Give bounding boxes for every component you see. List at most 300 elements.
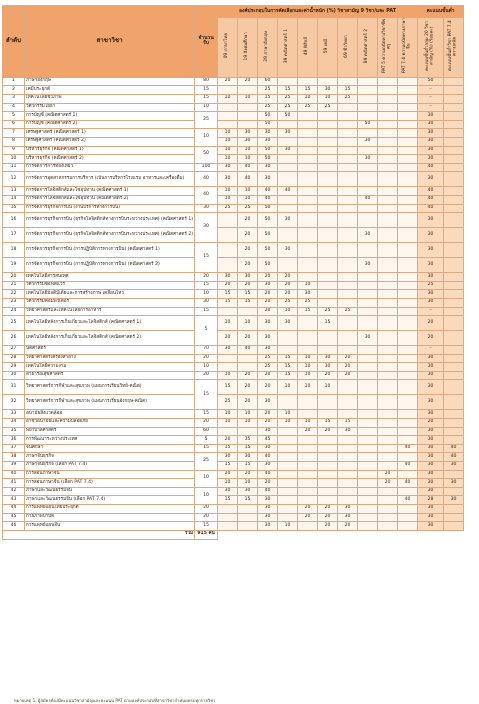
weight-cell: 10 xyxy=(218,146,238,155)
weight-cell xyxy=(398,155,418,164)
weight-cell: 30 xyxy=(258,137,278,146)
weight-cell xyxy=(318,228,338,243)
major-name: การบัญชี (คณิตศาสตร์ 2) xyxy=(25,120,195,129)
weight-cell: 30 xyxy=(258,496,278,505)
weight-cell: 30 xyxy=(338,505,358,514)
major-name: การจัดการโลจิสติกส์และโซ่อุปทาน (คณิตศาสตร์ 1) xyxy=(25,187,195,196)
minimum-cell: 30 xyxy=(418,172,444,187)
major-name: บริหารธุรกิจ (คณิตศาสตร์ 1) xyxy=(25,146,195,155)
weight-cell xyxy=(338,331,358,346)
weight-cell: 30 xyxy=(258,281,278,290)
minimum-cell: 20 xyxy=(418,419,444,428)
weight-cell: 30 xyxy=(258,427,278,436)
weight-cell: 10 xyxy=(298,281,318,290)
weight-cell xyxy=(318,163,338,172)
weight-cell xyxy=(278,163,298,172)
weight-cell xyxy=(358,86,378,95)
weight-cell: 15 xyxy=(238,290,258,299)
weight-cell xyxy=(338,496,358,505)
quota-cell: 40 xyxy=(195,172,218,187)
weight-cell: 25 xyxy=(258,354,278,363)
table-row xyxy=(3,103,464,112)
weight-cell xyxy=(318,298,338,307)
minimum-cell xyxy=(444,298,464,307)
row-number: 45 xyxy=(3,513,25,522)
weight-cell: 20 xyxy=(258,380,278,395)
weight-cell xyxy=(358,187,378,196)
table-row xyxy=(3,395,464,410)
weight-cell xyxy=(278,137,298,146)
table-row xyxy=(3,281,464,290)
minimum-cell xyxy=(444,228,464,243)
weight-cell: 25 xyxy=(318,307,338,316)
minimum-cell: 30 xyxy=(418,479,444,488)
quota-cell: 15 xyxy=(195,444,218,453)
minimum-cell xyxy=(444,86,464,95)
header-label: 09 ภาษาไทย xyxy=(224,33,230,59)
major-name: กายภาพบำบัด xyxy=(25,513,195,522)
weight-cell: 20 xyxy=(278,290,298,299)
weight-cell xyxy=(378,290,398,299)
weight-cell xyxy=(318,146,338,155)
minimum-cell xyxy=(444,187,464,196)
weight-cell xyxy=(298,436,318,445)
subject-header xyxy=(318,18,338,78)
weight-cell: 25 xyxy=(258,103,278,112)
weight-cell: 20 xyxy=(238,243,258,258)
weight-cell xyxy=(318,112,338,121)
weight-cell xyxy=(298,204,318,213)
weight-cell xyxy=(338,243,358,258)
subject-header xyxy=(378,18,398,78)
weight-cell xyxy=(338,103,358,112)
weight-cell xyxy=(398,436,418,445)
weight-cell xyxy=(318,470,338,479)
minimum-cell xyxy=(444,363,464,372)
subject-header xyxy=(398,18,418,78)
weight-cell xyxy=(378,213,398,228)
weight-cell: 30 xyxy=(258,513,278,522)
weight-cell: 30 xyxy=(218,453,238,462)
weight-cell xyxy=(358,380,378,395)
table-row xyxy=(3,462,464,471)
minimum-cell: 30 xyxy=(418,371,444,380)
minimum-cell: – xyxy=(418,95,444,104)
table-row xyxy=(3,298,464,307)
weight-cell: 10 xyxy=(238,187,258,196)
weight-cell: 30 xyxy=(278,316,298,331)
minimum-cell: 40 xyxy=(418,163,444,172)
column-header-no: ลำดับ xyxy=(3,6,25,78)
weight-cell: 30 xyxy=(338,427,358,436)
weight-cell: 30 xyxy=(278,243,298,258)
weight-cell: 15 xyxy=(238,462,258,471)
quota-cell: 25 xyxy=(195,453,218,470)
weight-cell xyxy=(358,371,378,380)
weight-cell: 20 xyxy=(238,281,258,290)
weight-cell xyxy=(398,77,418,86)
weight-cell xyxy=(358,505,378,514)
weight-cell xyxy=(398,129,418,138)
quota-cell: 5 xyxy=(195,436,218,445)
weight-cell: 30 xyxy=(358,155,378,164)
weight-cell xyxy=(378,453,398,462)
weight-cell: 30 xyxy=(218,163,238,172)
weight-cell xyxy=(358,419,378,428)
weight-cell xyxy=(398,228,418,243)
weight-cell xyxy=(278,427,298,436)
header-label: คะแนนขั้นต่ำกลุ่ม 20 วิชาสามัญ (%) (ร้อยละ) xyxy=(424,21,435,71)
minimum-cell: 30 xyxy=(418,427,444,436)
quota-cell: 15 xyxy=(195,380,218,410)
weight-cell xyxy=(318,410,338,419)
table-row xyxy=(3,427,464,436)
weight-cell: 30 xyxy=(258,163,278,172)
weight-cell xyxy=(218,522,238,531)
weight-cell xyxy=(298,487,318,496)
total-row xyxy=(3,530,464,539)
weight-cell: 30 xyxy=(238,453,258,462)
minimum-cell xyxy=(444,316,464,331)
minimum-cell: 30 xyxy=(418,436,444,445)
quota-cell: 15 xyxy=(195,95,218,104)
weight-cell: 20 xyxy=(238,258,258,273)
weight-cell xyxy=(338,298,358,307)
weight-cell: 30 xyxy=(278,129,298,138)
weight-cell: 25 xyxy=(258,86,278,95)
weight-cell xyxy=(398,427,418,436)
row-number: 28 xyxy=(3,354,25,363)
weight-cell: 25 xyxy=(338,95,358,104)
minimum-cell: – xyxy=(418,307,444,316)
row-number: 39 xyxy=(3,462,25,471)
weight-cell xyxy=(318,204,338,213)
table-row xyxy=(3,363,464,372)
subject-header xyxy=(278,18,298,78)
weight-cell xyxy=(298,77,318,86)
weight-cell: 25 xyxy=(218,395,238,410)
weight-cell xyxy=(278,436,298,445)
weight-cell: 20 xyxy=(238,213,258,228)
weight-cell xyxy=(378,331,398,346)
minimum-cell xyxy=(444,513,464,522)
minimum-cell xyxy=(444,77,464,86)
weight-cell xyxy=(338,290,358,299)
weight-cell: 50 xyxy=(258,146,278,155)
weight-cell xyxy=(378,120,398,129)
weight-cell xyxy=(398,395,418,410)
minimum-cell: 30 xyxy=(418,129,444,138)
weight-cell xyxy=(318,290,338,299)
quota-cell: 15 xyxy=(195,522,218,531)
weight-cell xyxy=(218,363,238,372)
weight-cell xyxy=(378,410,398,419)
weight-cell: 40 xyxy=(398,496,418,505)
row-number: 24 xyxy=(3,307,25,316)
weight-cell xyxy=(338,146,358,155)
weight-cell: 20 xyxy=(278,281,298,290)
minimum-cell: 30 xyxy=(418,258,444,273)
row-number: 33 xyxy=(3,410,25,419)
quota-cell: 10 xyxy=(195,487,218,504)
weight-cell xyxy=(238,505,258,514)
weight-cell xyxy=(278,346,298,355)
minimum-cell xyxy=(444,137,464,146)
row-number: 20 xyxy=(3,273,25,282)
major-name: ภาษาจีนธุรกิจ (เลือก PAT 7.4) xyxy=(25,462,195,471)
weight-cell xyxy=(298,195,318,204)
weight-cell: 40 xyxy=(258,470,278,479)
row-number: 18 xyxy=(3,243,25,258)
weight-cell xyxy=(298,163,318,172)
major-name: การจัดการการท่องเที่ยว xyxy=(25,163,195,172)
weight-cell xyxy=(298,213,318,228)
weight-cell: 20 xyxy=(318,427,338,436)
table-row xyxy=(3,513,464,522)
minimum-cell xyxy=(444,281,464,290)
weight-cell xyxy=(338,120,358,129)
major-name: เทคโนโลยีหลังการเก็บเกี่ยวและโลจิสติกส์ (คณิตศาสตร์ 1) xyxy=(25,316,195,331)
weight-cell: 20 xyxy=(318,513,338,522)
weight-cell: 30 xyxy=(318,86,338,95)
minimum-cell: 30 xyxy=(444,462,464,471)
weight-cell: 20 xyxy=(218,436,238,445)
weight-cell xyxy=(398,363,418,372)
major-name: เคมีประยุกต์ xyxy=(25,86,195,95)
weight-cell xyxy=(378,505,398,514)
row-number: 41 xyxy=(3,479,25,488)
weight-cell xyxy=(298,496,318,505)
column-header-major: สาขาวิชา xyxy=(25,6,195,78)
table-row xyxy=(3,155,464,164)
total-label: รวม xyxy=(3,530,195,539)
weight-cell xyxy=(358,436,378,445)
row-number: 25 xyxy=(3,316,25,331)
quota-cell: 15 xyxy=(195,281,218,290)
table-row xyxy=(3,86,464,95)
weight-cell xyxy=(338,172,358,187)
weight-cell xyxy=(398,204,418,213)
weight-cell: 50 xyxy=(358,120,378,129)
weight-cell xyxy=(338,112,358,121)
weight-cell xyxy=(378,112,398,121)
table-row xyxy=(3,453,464,462)
weight-cell xyxy=(358,103,378,112)
minimum-cell xyxy=(444,307,464,316)
weight-cell xyxy=(238,86,258,95)
total-filler xyxy=(218,530,464,539)
weight-cell: 50 xyxy=(258,258,278,273)
weight-cell xyxy=(358,290,378,299)
weight-cell xyxy=(338,453,358,462)
weight-cell xyxy=(358,129,378,138)
weight-cell xyxy=(398,163,418,172)
weight-cell xyxy=(378,316,398,331)
table-row xyxy=(3,112,464,121)
weight-cell: 25 xyxy=(278,298,298,307)
weight-cell xyxy=(278,453,298,462)
weight-cell xyxy=(358,163,378,172)
weight-cell xyxy=(378,243,398,258)
row-number: 38 xyxy=(3,453,25,462)
weight-cell: 30 xyxy=(218,273,238,282)
weight-cell xyxy=(398,307,418,316)
weight-cell xyxy=(398,419,418,428)
minimum-cell: 30 xyxy=(418,522,444,531)
minimum-cell xyxy=(444,522,464,531)
major-name: ภาษาอังกฤษ xyxy=(25,77,195,86)
weight-cell: 50 xyxy=(258,155,278,164)
weight-cell: 10 xyxy=(298,380,318,395)
weight-cell xyxy=(298,470,318,479)
weight-cell xyxy=(378,354,398,363)
weight-cell xyxy=(358,316,378,331)
weight-cell xyxy=(378,258,398,273)
weight-cell xyxy=(338,470,358,479)
row-number: 6 xyxy=(3,120,25,129)
row-number: 32 xyxy=(3,395,25,410)
weight-cell xyxy=(298,331,318,346)
weight-cell xyxy=(278,331,298,346)
weight-cell xyxy=(398,298,418,307)
weight-cell xyxy=(358,427,378,436)
weight-cell: 50 xyxy=(278,112,298,121)
weight-cell xyxy=(358,146,378,155)
column-group-minimum: คะแนนขั้นต่ำ xyxy=(418,6,464,18)
table-row xyxy=(3,331,464,346)
row-number: 8 xyxy=(3,137,25,146)
minimum-cell xyxy=(444,213,464,228)
weight-cell xyxy=(278,77,298,86)
major-name: วิศวกรรมโยธา xyxy=(25,103,195,112)
row-number: 46 xyxy=(3,522,25,531)
table-row xyxy=(3,290,464,299)
weight-cell xyxy=(338,281,358,290)
weight-cell xyxy=(238,363,258,372)
row-number: 42 xyxy=(3,487,25,496)
weight-cell xyxy=(278,120,298,129)
weight-cell xyxy=(338,204,358,213)
weight-cell xyxy=(398,195,418,204)
minimum-cell: 30 xyxy=(418,505,444,514)
weight-cell: 30 xyxy=(258,129,278,138)
header-label: 39 คณิตศาสตร์ 1 xyxy=(284,28,290,64)
weight-cell: 15 xyxy=(218,496,238,505)
row-number: 15 xyxy=(3,204,25,213)
weight-cell: 40 xyxy=(258,487,278,496)
header-label: 89 คณิตศาสตร์ 2 xyxy=(364,28,370,64)
weight-cell xyxy=(278,258,298,273)
weight-cell xyxy=(278,496,298,505)
weight-cell: 30 xyxy=(318,354,338,363)
weight-cell xyxy=(358,95,378,104)
weight-cell: 15 xyxy=(338,419,358,428)
weight-cell: 35 xyxy=(238,436,258,445)
weight-cell xyxy=(298,120,318,129)
table-row xyxy=(3,77,464,86)
weight-cell xyxy=(358,213,378,228)
weight-cell: 20 xyxy=(258,410,278,419)
weight-cell xyxy=(398,380,418,395)
weight-cell: 20 xyxy=(238,380,258,395)
row-number: 19 xyxy=(3,258,25,273)
weight-cell: 15 xyxy=(298,307,318,316)
weight-cell xyxy=(278,470,298,479)
weight-cell xyxy=(218,505,238,514)
quota-cell: 40 xyxy=(195,187,218,204)
table-row xyxy=(3,410,464,419)
minimum-cell: 40 xyxy=(418,195,444,204)
weight-cell xyxy=(238,120,258,129)
major-name: การจัดการธุรกิจการบิน (ธุรกิจโลจิสติกส์ทางการบินระหว่างประเทศ) (คณิตศาสตร์ 1) xyxy=(25,213,195,228)
weight-cell xyxy=(398,470,418,479)
weight-cell xyxy=(398,112,418,121)
weight-cell: 15 xyxy=(238,444,258,453)
major-name: เทคโนโลยีชีวภาพ xyxy=(25,95,195,104)
table-row xyxy=(3,487,464,496)
minimum-cell: 40 xyxy=(418,204,444,213)
weight-cell xyxy=(218,103,238,112)
weight-cell: 25 xyxy=(298,103,318,112)
weight-cell xyxy=(398,487,418,496)
major-name: อนามัยสิ่งแวดล้อม xyxy=(25,410,195,419)
weight-cell xyxy=(238,513,258,522)
weight-cell xyxy=(378,187,398,196)
weight-cell xyxy=(338,195,358,204)
quota-cell: 50 xyxy=(195,146,218,163)
minimum-score-header xyxy=(418,18,444,78)
major-name: การแพทย์แผนจีน xyxy=(25,522,195,531)
weight-cell xyxy=(338,444,358,453)
weight-cell: 15 xyxy=(238,298,258,307)
weight-cell xyxy=(298,395,318,410)
weight-cell xyxy=(318,258,338,273)
weight-cell: 20 xyxy=(338,354,358,363)
weight-cell xyxy=(398,522,418,531)
weight-cell xyxy=(338,487,358,496)
minimum-cell xyxy=(444,258,464,273)
minimum-cell: 30 xyxy=(418,363,444,372)
major-name: ภาษาจีนธุรกิจ xyxy=(25,453,195,462)
total-value: 915 คน xyxy=(195,530,218,539)
weight-cell: 10 xyxy=(218,137,238,146)
quota-cell: 10 xyxy=(195,470,218,487)
row-number: 36 xyxy=(3,436,25,445)
weight-cell: 10 xyxy=(318,380,338,395)
weight-cell xyxy=(378,395,398,410)
weight-cell: 20 xyxy=(318,371,338,380)
quota-cell: 30 xyxy=(195,204,218,213)
weight-cell: 20 xyxy=(238,470,258,479)
weight-cell: 15 xyxy=(278,363,298,372)
subject-header xyxy=(218,18,238,78)
weight-cell xyxy=(378,462,398,471)
weight-cell xyxy=(318,213,338,228)
major-name: วิทยาศาสตร์การกีฬาและสุขภาพ (แผนการเรียนอังกฤษ-คณิต) xyxy=(25,395,195,410)
weight-cell xyxy=(378,273,398,282)
weight-cell xyxy=(358,363,378,372)
row-number: 13 xyxy=(3,187,25,196)
weight-cell: 20 xyxy=(258,273,278,282)
weight-cell xyxy=(378,204,398,213)
quota-cell: 100 xyxy=(195,163,218,172)
weight-cell: 20 xyxy=(338,371,358,380)
quota-cell: 15 xyxy=(195,410,218,419)
weight-cell: 15 xyxy=(258,95,278,104)
row-number: 22 xyxy=(3,290,25,299)
weight-cell xyxy=(278,444,298,453)
weight-cell: 20 xyxy=(218,77,238,86)
